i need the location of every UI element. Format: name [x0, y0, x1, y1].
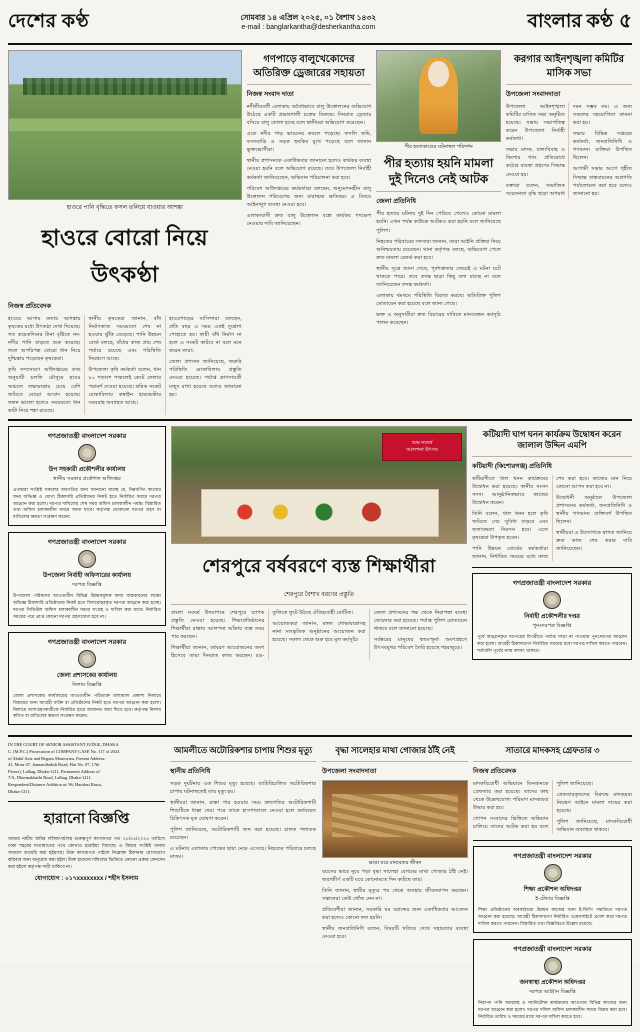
- gonpara-paragraph: স্থানীয় প্রশাসনকে একাধিকবার জানানো হলেও কার্যকর ব্যবস্থা নেওয়া হয়নি বলে অভিযোগ রয়েছে। তবে উপজেলা নির্বাহী কর্মকর্তা জানিয়েছেন, অভিযান পরিচালনা করা হবে।: [246, 158, 372, 181]
- page-number: ৫: [619, 10, 632, 32]
- gov-ad: [8, 426, 166, 526]
- feature-paragraph: শিক্ষার্থীরা জানান, বর্ষবরণ আয়োজনের অংশ হিসেবে তারা দিনরাত কাজ করছেন। রঙ-তুলিতে ফুটে উঠছে ঐতিহ্যবাহী মোটিফ।: [170, 609, 353, 660]
- feature-sherpur: [171, 426, 467, 732]
- gov-ad-line2: জেলা প্রশাসকের কার্যালয়: [56, 672, 118, 679]
- right-column: [472, 426, 632, 732]
- divider: [472, 567, 632, 568]
- english-notice-line: 41, Motu-47, Jannatulbaksh Road, Flat No. 07, 17th: [8, 762, 100, 768]
- gov-ad-line2: নির্বাহী প্রকৌশলীর দপ্তর: [524, 614, 580, 621]
- khal-paragraph: তিনি বলেন, খাল খনন হলে কৃষি জমিতে সেচ সুবিধা বাড়বে এবং জলাবদ্ধতা নিরসন হবে। এতে কৃষকেরা উপকৃত হবেন।: [472, 510, 549, 542]
- bottom-section: [8, 742, 632, 1031]
- gov-ad: [8, 632, 166, 726]
- lead-paragraph: উপজেলা কৃষি কর্মকর্তা বলেন, ধান ৮০ শতাংশ পাকলেই কেটে ফেলার পরামর্শ দেওয়া হয়েছে। শ্রমিক সংকট মোকাবিলায় কম্বাইন হারভেস্টার সরবরাহ অব্যাহত আছে।: [88, 367, 162, 406]
- english-notice-line: IN THE COURT OF SENIOR ASSISTANT JUDGE, DHAKA: [8, 742, 119, 748]
- gov-ad-line3: নিলাম বিজ্ঞপ্তি: [72, 681, 102, 688]
- masthead-left-title: দেশের কণ্ঠ: [8, 10, 90, 32]
- khal-paragraph: কটিয়াদীতে খাল খনন কার্যক্রমের উদ্বোধন করা হয়েছে। স্থানীয় সংসদ সদস্য আনুষ্ঠানিকভাবে কাজের উদ্বোধন করেন।: [472, 475, 549, 506]
- divider: [473, 840, 632, 841]
- pir-paragraph: নিহতের পরিবারের সদস্যরা জানান, তারা আইনি প্রক্রিয়া নিয়ে অনিশ্চয়তায় রয়েছেন। থানা কর্তৃপক্ষ বলছে, অভিযোগ পেলে দ্রুত মামলা রেকর্ড করা হবে।: [376, 238, 501, 261]
- feature-paragraph: সর্বস্তরের মানুষের স্বতঃস্ফূর্ত অংশগ্রহণে উৎসবমুখর পরিবেশ তৈরি হয়েছে শহরজুড়ে।: [373, 636, 468, 651]
- lead-headline: হাওরে বোরো নিয়ে উৎকণ্ঠা: [41, 225, 209, 287]
- gov-ad-line2: জনস্বাস্থ্য প্রকৌশল অধিদপ্তর: [519, 979, 586, 986]
- pir-paragraph: ভক্ত ও অনুসারীরা দ্রুত বিচারের দাবিতে মানববন্ধন কর্মসূচি পালন করেছেন।: [376, 312, 501, 327]
- gonpara-paragraph: পরিবেশ অধিদপ্তরের কর্মকর্তারা বলছেন, অনুমোদনহীন বালু উত্তোলন পরিবেশের জন্য মারাত্মক ক্ষতিকর। এ বিষয়ে আইনানুগ ব্যবস্থা নেওয়া হবে।: [246, 185, 372, 208]
- left-ads-column: [8, 426, 166, 732]
- gov-ad-body: নিরাপদ পানি সরবরাহ ও স্যানিটেশন কার্যক্রমের আওতায় বিভিন্ন কাজের জন্য দরপত্র আহ্বান করা হলো। দরপত্র দলিল অফিস চলাকালীন সময়ে বিক্রয় করা হবে। নির্ধারিত তারিখ ও সময়ের মধ্যে দরপত্র দাখিল করতে হবে।: [478, 999, 627, 1019]
- gov-ad: [473, 846, 632, 933]
- english-notice-line: Floors), Lalbag, Dhaka-1211, Permanent Address of: [8, 768, 100, 774]
- lead-paragraph: হাওরে আগাম বন্যার আশঙ্কায় কৃষকের মধ্যে উৎকণ্ঠা দেখা দিয়েছে। গত কয়েকদিনের টানা বৃষ্টিতে নদ-নদীর পানি বাড়তে শুরু করেছে। ফলে অপরিপক্ব বোরো ধান নিয়ে দুশ্চিন্তায় পড়েছেন কৃষকেরা।: [8, 316, 81, 363]
- gonpara-paragraph: নদীতীরবর্তী এলাকায় অবৈধভাবে বালু উত্তোলনের অভিযোগ উঠেছে একটি প্রভাবশালী চক্রের বিরুদ্ধে। দিনরাত ড্রেজার বসিয়ে বালু তোলা হচ্ছে বলে স্থানীয়রা অভিযোগ করেছেন।: [246, 104, 372, 127]
- english-court-notice: [8, 742, 165, 795]
- divider: [247, 84, 372, 85]
- old-woman-paragraph: তিনি জানান, স্বামীর মৃত্যুর পর থেকে অসহায় জীবনযাপন করছেন। সন্তানেরা কেউ খোঁজ নেন না।: [322, 887, 469, 902]
- bottom-center-column: [170, 742, 468, 1031]
- story-gonpara-dredger: [247, 50, 372, 415]
- gov-ad-line1: গণপ্রজাতন্ত্রী বাংলাদেশ সরকার: [47, 638, 127, 646]
- gov-seal-icon: [78, 444, 96, 462]
- khal-paragraph: উদ্বোধনী অনুষ্ঠানে উপজেলা প্রশাসনের কর্মকর্তা, জনপ্রতিনিধি ও স্থানীয় গণ্যমান্য ব্যক্তিবর্গ উপস্থিত ছিলেন।: [556, 494, 632, 525]
- drug-arrest-headline: সাতারে মাদকসহ গ্রেফতার ৩: [505, 745, 600, 756]
- festival-banner: শুভ নববর্ষ আলপনা উৎসব: [382, 433, 462, 461]
- child-death-body: [170, 780, 316, 862]
- masthead-right: [527, 6, 632, 39]
- pir-body: [376, 210, 501, 327]
- email-line: e-mail : banglarkantha@desherkantha.com: [241, 23, 376, 31]
- divider: [171, 604, 467, 605]
- gov-ad-line3: পুনঃদরপত্র বিজ্ঞপ্তি: [532, 623, 572, 630]
- gov-ad-line2: উপজেলা নির্বাহী অফিসারের কার্যালয়: [42, 573, 132, 580]
- gov-ad-line2: শিক্ষা প্রকৌশল অধিদপ্তর: [523, 887, 582, 894]
- old-woman-body: [322, 868, 468, 942]
- feature-photo: [171, 426, 467, 544]
- feature-caption: শেরপুরে বৈশাখ বরণের প্রস্তুতি: [283, 591, 355, 598]
- pir-paragraph: এলাকায় থমথমে পরিস্থিতি বিরাজ করছে। অতিরিক্ত পুলিশ মোতায়েন করা হয়েছে বলে জানা গেছে।: [376, 292, 501, 307]
- story-law-order-meeting: [506, 50, 632, 415]
- gonpara-paragraph: এতে নদীর পাড় ভাঙনের কবলে পড়েছে। ফসলি জমি, বসতবাড়ি ও সড়ক হুমকির মুখে পড়েছে বলে জানান ভুক্তভোগীরা।: [246, 131, 372, 154]
- gov-ad-line3: দরপত্র আহ্বান বিজ্ঞপ্তি: [529, 988, 576, 995]
- lead-byline: নিজস্ব প্রতিবেদক: [8, 303, 52, 310]
- gov-ad-body: উপজেলা পরিষদের আওতাধীন বিভিন্ন উন্নয়নমূলক কাজ বাস্তবায়নের লক্ষ্যে অভিজ্ঞ ঠিকাদারি প্রতিষ্ঠানের নিকট হতে সিলমোহরকৃত দরপত্র আহ্বান করা হচ্ছে। দরপত্র সিডিউল অফিস চলাকালীন সময়ে সংগ্রহ ও দাখিল করা যাবে। নির্ধারিত সময়ের পরে প্রাপ্ত কোনো দরপত্র গ্রহণযোগ্য হবে না।: [13, 593, 161, 619]
- drug-arrest-paragraph: গ্রেফতারকৃতদের বিরুদ্ধে মাদকদ্রব্য নিয়ন্ত্রণ আইনে মামলা দায়ের করা হয়েছে।: [556, 791, 632, 814]
- pir-headline: পীর হত্যায় হয়নি মামলা দুই দিনেও নেই আটক: [383, 156, 494, 187]
- child-death-paragraph: এ ঘটনায় এলাকায় শোকের ছায়া নেমে এসেছে। নিহতের পরিবারে চলছে মাতম।: [170, 846, 317, 861]
- english-notice-line: 7/A, Dhormakhathi Road, Lalbag, Dhaka-1211.: [8, 775, 92, 781]
- gov-ad: [473, 939, 632, 1026]
- bottom-left-column: [8, 742, 165, 1031]
- gov-ad-line3: দরপত্র বিজ্ঞপ্তি: [72, 582, 102, 589]
- gov-seal-icon: [543, 591, 561, 609]
- divider: [473, 761, 632, 762]
- law-order-headline: করগার আইনশৃঙ্খলা কমিটির মাসিক সভা: [513, 54, 625, 79]
- story-child-death: [170, 742, 316, 1031]
- child-death-paragraph: পুলিশ জানিয়েছে, অটোরিকশাটি জব্দ করা হয়েছে। চালক পলাতক রয়েছেন।: [170, 827, 317, 842]
- khal-paragraph: পানি উন্নয়ন বোর্ডের কর্মকর্তারা জানান, নির্ধারিত সময়ের মধ্যে কাজ শেষ করা হবে। কাজের মান নিয়ে কোনো আপস করা হবে না।: [472, 475, 632, 561]
- khal-paragraph: স্থানীয়রা এ উদ্যোগকে স্বাগত জানিয়ে দ্রুত কাজ শেষ করার দাবি জানিয়েছেন।: [556, 530, 632, 553]
- lead-paragraph: কৃষি সম্প্রসারণ অধিদপ্তরের তথ্য অনুযায়ী চলতি মৌসুমে হাওর অঞ্চলে লক্ষ্যমাত্রার চেয়ে বেশি জমিতে বোরো আবাদ হয়েছে। ফলন ভালো হলেও সময়মতো ধান কাটা নিয়ে শঙ্কা রয়েছে।: [8, 367, 81, 414]
- gonpara-byline: নিজস্ব সংবাদ দাতা: [246, 91, 294, 98]
- lead-story: [8, 50, 242, 415]
- feature-paragraph: জেলা প্রশাসনের পক্ষ থেকে নিরাপত্তা ব্যবস্থা জোরদার করা হয়েছে। পর্যাপ্ত পুলিশ মোতায়েন থাকবে বলে জানানো হয়েছে।: [373, 609, 468, 632]
- child-death-paragraph: স্থানীয়রা জানান, রাস্তা পার হওয়ার সময় দ্রুতগতির অটোরিকশাটি শিশুটিকে ধাক্কা দেয়। পরে তাকে হাসপাতালে নেওয়া হলে কর্তব্যরত চিকিৎসক মৃত ঘোষণা করেন।: [170, 799, 317, 823]
- gov-ad-body: জেলা প্রশাসকের কার্যালয়ের আওতাধীন পরিত্যক্ত মালামাল প্রকাশ্য নিলামে বিক্রয়ের জন্য আগ্রহী ব্যক্তি বা প্রতিষ্ঠানের নিকট হতে দরপত্র আহ্বান করা হলো। নিলামে অংশগ্রহণকারীকে নির্ধারিত হারে জামানত জমা দিতে হবে। কর্তৃপক্ষ নিলাম স্থগিত বা বাতিলের ক্ষমতা সংরক্ষণ করেন।: [13, 692, 161, 719]
- pir-figure: [419, 58, 458, 134]
- masthead-center-info: [241, 12, 377, 34]
- old-woman-paragraph: স্থানীয় জনপ্রতিনিধি বলেন, বিষয়টি খতিয়ে দেখে সহায়তার ব্যবস্থা নেওয়া হবে।: [322, 926, 469, 941]
- law-order-paragraph: আগামী সভার আগে গৃহীত সিদ্ধান্ত বাস্তবায়নের অগ্রগতি পর্যালোচনা করা হবে বলেও জানানো হয়।: [572, 166, 632, 197]
- law-order-paragraph: সভায় বিভিন্ন দপ্তরের কর্মকর্তা, জনপ্রতিনিধি ও গণ্যমান্য ব্যক্তিরা উপস্থিত ছিলেন।: [572, 131, 632, 162]
- english-notice-line: C. (M.P.C.) Prosecution of COMPANY CASE No. 117 of 2024: [8, 748, 120, 754]
- story-old-woman: [322, 742, 468, 1031]
- gov-ad-line3: ই-টেন্ডার বিজ্ঞপ্তি: [535, 896, 570, 903]
- khal-byline: কটিয়াদী (কিশোরগঞ্জ) প্রতিনিধি: [472, 462, 552, 470]
- lead-photo-caption: হাওরে পানি বৃদ্ধিতে ফসল তলিয়ে যাওয়ার আশঙ্কা: [66, 205, 183, 211]
- divider: [472, 456, 632, 457]
- divider: [322, 761, 468, 762]
- gov-ad-line1: গণপ্রজাতন্ত্রী বাংলাদেশ সরকার: [513, 853, 592, 861]
- divider: [8, 801, 165, 802]
- child-death-paragraph: সড়ক দুর্ঘটনায় এক শিশুর মৃত্যু হয়েছে। ব্যাটারিচালিত অটোরিকশার চাপায় ঘটনাস্থলেই তার মৃত্যু হয়।: [170, 780, 317, 795]
- lost-notice-contact: যোগাযোগ : ০১৭xxxxxxxx / শহীদ ইসলাম: [34, 875, 139, 882]
- english-notice-line: Dhaka-1211.: [8, 788, 31, 794]
- drug-arrest-paragraph: পুলিশ জানিয়েছে, মাদকবিরোধী অভিযান অব্যাহত থাকবে।: [556, 819, 632, 834]
- feature-paragraph: বাংলা নববর্ষ উদযাপনে শেরপুরে ব্যাপক প্রস্তুতি নেওয়া হয়েছে। শিক্ষাপ্রতিষ্ঠানের শিক্ষার্থীরা রাস্তায় আলপনা আঁকায় ব্যস্ত সময় পার করছেন।: [170, 609, 265, 640]
- lost-notice-title: হারানো বিজ্ঞপ্তি: [43, 812, 130, 828]
- old-woman-paragraph: প্রতিবেশীরা জানান, সরকারি ঘর বরাদ্দের জন্য একাধিকবার আবেদন করা হলেও কোনো ফল হয়নি।: [322, 907, 469, 922]
- gov-seal-icon: [78, 650, 96, 668]
- pir-paragraph: স্থানীয় সূত্রে জানা গেছে, পূর্বশত্রুতার জেরেই এ ঘটনা ঘটে থাকতে পারে। তবে তদন্ত ছাড়া কিছু বলা যাচ্ছে না বলে জানিয়েছেন তদন্ত কর্মকর্তা।: [376, 265, 501, 288]
- drug-arrest-body: [473, 780, 632, 834]
- english-notice-line: Respondent/Distance Addition at: 96, Haridasi Rasta,: [8, 781, 102, 787]
- lead-paragraph: জেলা প্রশাসন জানিয়েছে, জরুরি পরিস্থিতি মোকাবিলায় প্রস্তুতি নেওয়া হয়েছে। পর্যাপ্ত ত্রাণসামগ্রী মজুদ রাখা হয়েছে বলেও জানানো হয়।: [169, 359, 242, 398]
- lost-notice-body: আমার নামীয় জমির দলিল/পর্চাসহ গুরুত্বপূর্ণ কাগজপত্র গত ০৮/০৪/২০২৫ তারিখে ঢাকা শহরের যাতায়াতের পথে কোথাও হারাইয়া গিয়াছে। এ বিষয়ে সংশ্লিষ্ট থানায় সাধারণ ডায়েরি করা হইয়াছে। উক্ত কাগজপত্র পাইলে নিম্নোক্ত ঠিকানায় যোগাযোগ করিবার জন্য অনুরোধ করা হইল। উক্ত হারানো দলিলের ভিত্তিতে কোনো প্রকার লেনদেন করা হইলে কর্তৃপক্ষ দায়ী থাকিবে না।: [8, 836, 166, 869]
- top-section: [8, 50, 632, 415]
- gov-ad-line1: গণপ্রজাতন্ত্রী বাংলাদেশ সরকার: [47, 432, 127, 440]
- gov-ad-line3: স্থানীয় সরকার প্রকৌশল অধিদপ্তর: [53, 475, 121, 482]
- old-woman-photo: [322, 780, 468, 858]
- section-divider: [8, 419, 632, 421]
- law-order-body: [506, 103, 632, 199]
- old-woman-paragraph: বয়সের ভারে নুয়ে পড়া বৃদ্ধা সালেহা বেগমের মাথা গোজার ঠাঁই নেই। জরাজীর্ণ একটি ঘরে কোনোমতে দিন কাটছে তার।: [322, 868, 469, 883]
- law-order-paragraph: বক্তারা বলেন, সামাজিক সচেতনতা বৃদ্ধি ছাড়া অপরাধ দমন সম্ভব নয়। এ জন্য সকলের সহযোগিতা কামনা করা হয়।: [505, 104, 632, 197]
- khal-body: [472, 475, 632, 562]
- lead-body: [8, 315, 242, 415]
- law-order-paragraph: সভায় মাদক, বাল্যবিবাহ ও কিশোর গ্যাং প্রতিরোধে কঠোর ব্যবস্থা গ্রহণের সিদ্ধান্ত নেওয়া হয়।: [505, 147, 565, 178]
- issue-date: সোমবার ১৪ এপ্রিল ২০২৫, ০১ বৈশাখ ১৪৩২: [240, 12, 377, 22]
- law-order-byline: উপজেলা সংবাদদাতা: [505, 91, 561, 98]
- gov-ad-line2: উপ সহকারী প্রকৌশলীর কার্যালয়: [48, 466, 126, 473]
- bottom-right-column: [473, 742, 632, 1031]
- gov-ad-body: এতদ্বারা সংশ্লিষ্ট সকলের অবগতির জন্য জানানো যাচ্ছে যে, নিম্নবর্ণিত কাজের জন্য অভিজ্ঞ ও যোগ্য ঠিকাদারি প্রতিষ্ঠানের নিকট হতে নির্ধারিত ফরমে দরপত্র আহ্বান করা হলো। দরপত্র দাখিলের শেষ সময় অফিস চলাকালীন পর্যন্ত। বিস্তারিত তথ্য অফিস চলাকালীন সময়ে জানা যাবে। কর্তৃপক্ষ যেকোনো দরপত্র গ্রহণ বা বাতিলের ক্ষমতা সংরক্ষণ করেন।: [13, 486, 161, 520]
- lead-paragraph: হাওরপাড়ের বাসিন্দারা বলছেন, প্রতি বছর এ সময় একই দুর্ভোগ পোহাতে হয়। স্থায়ী বাঁধ নির্মাণ না হলে এ সংকট কাটবে না বলে মনে করেন তারা।: [169, 316, 242, 355]
- lead-photo: [8, 50, 242, 200]
- pir-photo-caption: পীর হত্যাকাণ্ডের ঘটনাস্থল পরিদর্শন: [404, 144, 473, 150]
- feature-paragraph: আয়োজকরা জানান, মঙ্গল শোভাযাত্রাসহ নানা সাংস্কৃতিক অনুষ্ঠানের আয়োজন করা হয়েছে। সকাল থেকে শুরু হবে মূল কর্মসূচি।: [272, 620, 366, 643]
- story-pir-murder: [376, 50, 501, 415]
- masthead: [8, 6, 632, 45]
- gonpara-body: [247, 103, 372, 228]
- old-woman-byline: উপজেলা সংবাদদাতা: [322, 767, 377, 775]
- divider: [376, 191, 501, 192]
- gov-ad-line1: গণপ্রজাতন্ত্রী বাংলাদেশ সরকার: [512, 580, 592, 588]
- english-notice-line: of Abdul Aziz and Begum Monowara, Present Address:: [8, 755, 106, 761]
- middle-section: [8, 426, 632, 732]
- drug-arrest-paragraph: মাদকবিরোধী অভিযানে তিনজনকে গ্রেফতার করা হয়েছে। তাদের কাছ থেকে উল্লেখযোগ্য পরিমাণ মাদকদ্রব্য উদ্ধার করা হয়।: [473, 780, 549, 811]
- feature-headline: শেরপুরে বর্ষবরণে ব্যস্ত শিক্ষার্থীরা: [202, 555, 436, 576]
- gov-ad-body: পূর্বে আহ্বানকৃত দরপত্রের বিপরীতে পর্যাপ্ত সাড়া না পাওয়ায় পুনঃদরপত্র আহ্বান করা হলো। আগ্রহী ঠিকাদারগণ নির্ধারিত সময়ের মধ্যে দরপত্র দাখিল করতে পারবেন। শর্তাবলি পূর্বের ন্যায় বলবৎ থাকবে।: [477, 634, 627, 654]
- alpana-artwork: [201, 489, 438, 537]
- law-order-paragraph: উপজেলা আইনশৃঙ্খলা কমিটির মাসিক সভা অনুষ্ঠিত হয়েছে। সভায় সভাপতিত্ব করেন উপজেলা নির্বাহী কর্মকর্তা।: [505, 104, 565, 143]
- gov-seal-icon: [78, 550, 96, 568]
- gonpara-paragraph: এলাকাবাসী দ্রুত বালু উত্তোলন বন্ধে কার্যকর পদক্ষেপ নেওয়ার দাবি জানিয়েছেন।: [246, 212, 372, 227]
- section-divider: [8, 735, 632, 737]
- pir-paragraph: পীর হত্যার ঘটনায় দুই দিন পেরিয়ে গেলেও কোনো মামলা হয়নি। এখন পর্যন্ত কাউকে আটকও করা হয়নি বলে জানিয়েছে পুলিশ।: [376, 211, 501, 234]
- old-woman-photo-caption: ভাঙা ঘরে মানবেতর জীবন: [368, 859, 422, 866]
- gonpara-headline: গণপাড়ে বালুখেকোদের অতিরিক্ত ড্রেজারের সহায়তা: [253, 54, 365, 79]
- gov-seal-icon: [544, 864, 562, 882]
- old-woman-headline: বৃদ্ধা সালেহার মাথা গোজার ঠাঁই নেই: [335, 745, 455, 756]
- masthead-right-title: বাংলার কণ্ঠ: [527, 11, 613, 32]
- gov-ad-body: শিক্ষা প্রতিষ্ঠানের অবকাঠামো উন্নয়ন কাজের জন্য ই-জিপি পদ্ধতিতে দরপত্র আহ্বান করা হয়েছে। আগ্রহী ঠিকাদারগণ নির্ধারিত ওয়েবসাইটে প্রবেশ করে দরপত্র দাখিল করতে পারবেন। বিস্তারিত তথ্য বিজ্ঞপ্তিতে উল্লেখ রয়েছে।: [478, 907, 627, 926]
- gov-ad-line1: গণপ্রজাতন্ত্রী বাংলাদেশ সরকার: [513, 945, 592, 953]
- child-death-byline: স্থানীয় প্রতিনিধি: [170, 767, 211, 775]
- drug-arrest-byline: নিজস্ব প্রতিবেদক: [473, 767, 517, 775]
- divider: [506, 84, 632, 85]
- khal-headline: কটিয়াদী ঘাগ ঘনন কার্যক্রম উদ্বোধন করেন জালাল উদ্দিন এমপি: [482, 428, 622, 451]
- gov-seal-icon: [544, 957, 562, 975]
- pir-byline: জেলা প্রতিনিধি: [376, 198, 417, 206]
- pir-photo: [376, 50, 501, 142]
- gov-ad-line1: গণপ্রজাতন্ত্রী বাংলাদেশ সরকার: [47, 539, 127, 547]
- divider: [170, 761, 316, 762]
- drug-arrest-paragraph: গোপন সংবাদের ভিত্তিতে অভিযান চালিয়ে তাদের আটক করা হয় বলে পুলিশ জানিয়েছে।: [473, 780, 593, 831]
- feature-body: [171, 609, 467, 660]
- child-death-headline: আমলীতে অটোরিকশার চাপায় শিশুর মৃত্যু: [173, 745, 313, 756]
- lead-paragraph: স্থানীয় কৃষকেরা জানান, বাঁধ নির্মাণকাজ সময়মতো শেষ না হওয়ায় ঝুঁকি বেড়েছে। পানি উন্নয়ন বোর্ড বলছে, বাঁধের কাজ প্রায় শেষ পর্যায়ে রয়েছে এবং পরিস্থিতি নিয়ন্ত্রণে আছে।: [88, 316, 162, 363]
- gov-ad: [8, 532, 166, 626]
- gov-ad: [472, 573, 632, 660]
